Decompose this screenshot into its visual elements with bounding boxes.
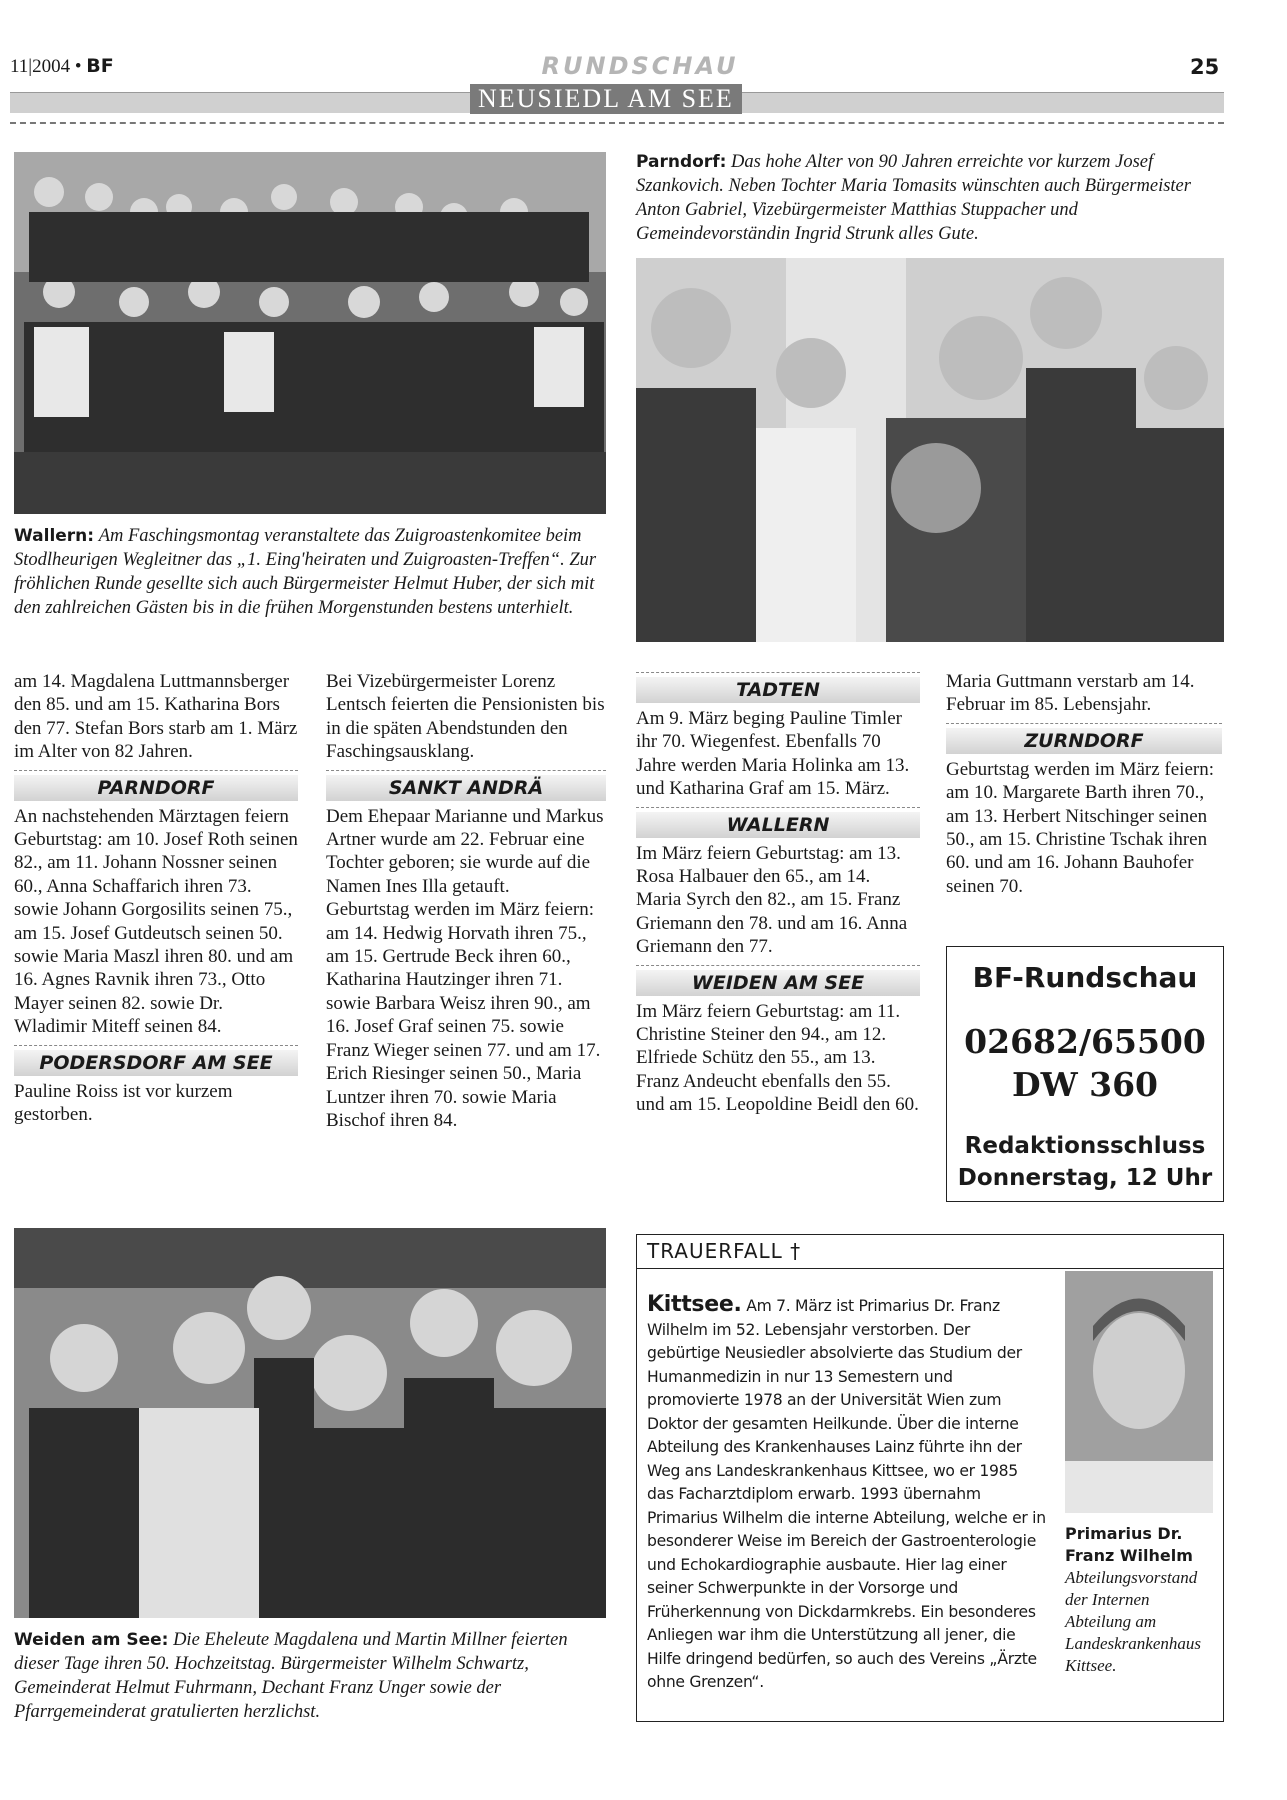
- portrait-photo: [1065, 1271, 1213, 1513]
- section-header-tadten: TADTEN: [636, 672, 920, 703]
- ad-deadline-time: Donnerstag, 12 Uhr: [957, 1165, 1213, 1191]
- caption-place: Wallern:: [14, 526, 95, 546]
- issue-date: 11|2004 •: [10, 56, 82, 77]
- weiden-anniversary-photo: [14, 1228, 606, 1618]
- obituary-body: Am 7. März ist Primarius Dr. Franz Wilhelm im 52. Lebensjahr verstorben. Der gebürtige Neusiedler absolvierte das Studium der Humanmedizin in nur 13 Semestern und promovierte 1978 an der Universität Wien zum Doktor der gesamten Heilkunde. Über die interne Abteilung des Krankenhauses Lainz führte ihn der Weg ans Landeskrankenhaus Kittsee, wo er 1985 das Facharztdiplom erwarb. 1993 übernahm Primarius Wilhelm die interne Abteilung, welche er in besonderer Weise im Bereich der Gastroenterologie und Echokardiographie ausbaute. Hier lag einer seiner Schwerpunkte in der Vorsorge und Früherkennung von Dickdarmkrebs. Ein besonderes Anliegen war ihm die Unterstützung all jener, die Hilfe dringend bedürfen, so auch des Vereins „Ärzte ohne Grenzen“.: [647, 1297, 1046, 1691]
- tadten-text: Am 9. März beging Pauline Timler ihr 70. Wiegenfest. Ebenfalls 70 Jahre werden Maria Holinka am 13. und Katharina Graf am 15. März.: [636, 708, 910, 800]
- weiden-text: Im März feiern Geburtstag: am 11. Christine Steiner den 94., am 12. Elfriede Schütz den 55., am 13. Franz Andeucht ebenfalls den 55. und am 15. Leopoldine Beidl den 60.: [636, 1000, 919, 1116]
- ad-phone: 02682/65500: [964, 1022, 1206, 1061]
- ad-extension: DW 360: [1011, 1065, 1159, 1104]
- parndorf-caption: [636, 150, 1222, 246]
- wallern-text: Im März feiern Geburtstag: am 13. Rosa Halbauer den 65., am 14. Maria Syrch den 82., am 15. Franz Griemann den 78. und am 16. Anna Griemann den 77.: [636, 842, 908, 958]
- column-4: [946, 670, 1222, 898]
- portrait-role: Abteilungsvorstand der Internen Abteilung am Landeskrankenhaus Kittsee.: [1065, 1568, 1201, 1675]
- parndorf-text: An nachstehenden Märztagen feiern Geburtstag: am 10. Josef Roth seinen 82., am 11. Johann Nossner seinen 60., Anna Schaffarich ihren 73. sowie Johann Gorgosilits seinen 75., am 15. Josef Gutdeutsch seinen 50. sowie Maria Maszl ihren 80. und am 16. Agnes Ravnik ihren 73., Otto Mayer seinen 82. sowie Dr. Wladimir Miteff seinen 84.: [14, 805, 298, 1038]
- ad-deadline-label: Redaktionsschluss: [964, 1133, 1206, 1159]
- caption-place: Weiden am See:: [14, 1630, 169, 1650]
- section-header-zurndorf: ZURNDORF: [946, 723, 1222, 754]
- column-1: [14, 670, 298, 1127]
- brand-name: BF: [86, 55, 114, 77]
- column-2: [326, 670, 606, 1132]
- obituary-heading: TRAUERFALL †: [647, 1239, 802, 1263]
- rundschau-contact-box: [946, 946, 1224, 1202]
- col4-intro: Maria Guttmann verstarb am 14. Februar im 85. Lebensjahr.: [946, 671, 1195, 716]
- region-band: [10, 84, 1224, 124]
- weiden-caption: [14, 1628, 606, 1724]
- podersdorf-text: Pauline Roiss ist vor kurzem gestorben.: [14, 1080, 233, 1126]
- section-header-sankt-andrae: SANKT ANDRÄ: [326, 770, 606, 801]
- column-3: [636, 672, 920, 1117]
- ad-title: BF-Rundschau: [972, 961, 1198, 994]
- wallern-group-photo: [14, 152, 606, 514]
- caption-place: Parndorf:: [636, 152, 727, 172]
- parndorf-birthday-photo: [636, 258, 1224, 642]
- wallern-caption: [14, 524, 606, 620]
- zurndorf-text: Geburtstag werden im März feiern: am 10. Margarete Barth ihren 70., am 13. Herbert Nitschinger seinen 50., am 15. Christine Tschak ihren 60. und am 16. Johann Bauhofer seinen 70.: [946, 758, 1215, 897]
- section-title: RUNDSCHAU: [541, 52, 739, 80]
- col1-intro: am 14. Magdalena Luttmannsberger den 85. und am 15. Katharina Bors den 77. Stefan Bors starb am 1. März im Alter von 82 Jahren.: [14, 671, 298, 763]
- portrait-caption: [1065, 1523, 1217, 1677]
- obituary-box: [636, 1234, 1224, 1722]
- section-header-parndorf: PARNDORF: [14, 770, 298, 801]
- page-number: 25: [1190, 55, 1220, 79]
- obituary-place: Kittsee.: [647, 1292, 742, 1317]
- col2-intro: Bei Vizebürgermeister Lorenz Lentsch feierten die Pensionisten bis in die späten Abendstunden den Faschingsausklang.: [326, 671, 605, 763]
- region-title: NEUSIEDL AM SEE: [470, 84, 742, 114]
- caption-text: Am Faschingsmontag veranstaltete das Zuigroastenkomitee beim Stodlheurigen Wegleitner das „1. Eing'heiraten und Zuigroasten-Treffen“. Zur fröhlichen Runde gesellte sich auch Bürgermeister Helmut Huber, der sich mit den zahlreichen Gästen bis in die frühen Morgenstunden bestens unterhielt.: [14, 526, 597, 618]
- sankt-andrae-text-1: Dem Ehepaar Marianne und Markus Artner wurde am 22. Februar eine Tochter geboren; sie wurde auf die Namen Ines Illa getauft.: [326, 805, 604, 897]
- caption-text: Die Eheleute Magdalena und Martin Millner feierten dieser Tage ihren 50. Hochzeitstag. Bürgermeister Wilhelm Schwartz, Gemeinderat Helmut Fuhrmann, Dechant Franz Unger sowie der Pfarrgemeinderat gratulierten herzlichst.: [14, 1630, 568, 1722]
- issue-line: [10, 55, 114, 78]
- section-header-wallern: WALLERN: [636, 807, 920, 838]
- sankt-andrae-text-2: Geburtstag werden im März feiern: am 14. Hedwig Horvath ihren 75., am 15. Gertrude Beck ihren 60., Katharina Hautzinger ihren 71. sowie Barbara Weisz ihren 90., am 16. Josef Graf seinen 75. sowie Franz Wieger seinen 77. und am 17. Erich Riesinger seinen 50., Maria Luntzer ihren 70. sowie Maria Bischof ihren 84.: [326, 899, 601, 1131]
- section-header-weiden: WEIDEN AM SEE: [636, 965, 920, 996]
- caption-text: Das hohe Alter von 90 Jahren erreichte vor kurzem Josef Szankovich. Neben Tochter Maria Tomasits wünschten auch Bürgermeister Anton Gabriel, Vizebürgermeister Matthias Stuppacher und Gemeindevorständin Ingrid Strunk alles Gute.: [636, 152, 1191, 244]
- obituary-text: [647, 1293, 1047, 1695]
- portrait-name: Primarius Dr. Franz Wilhelm: [1065, 1524, 1193, 1565]
- section-header-podersdorf: PODERSDORF AM SEE: [14, 1045, 298, 1076]
